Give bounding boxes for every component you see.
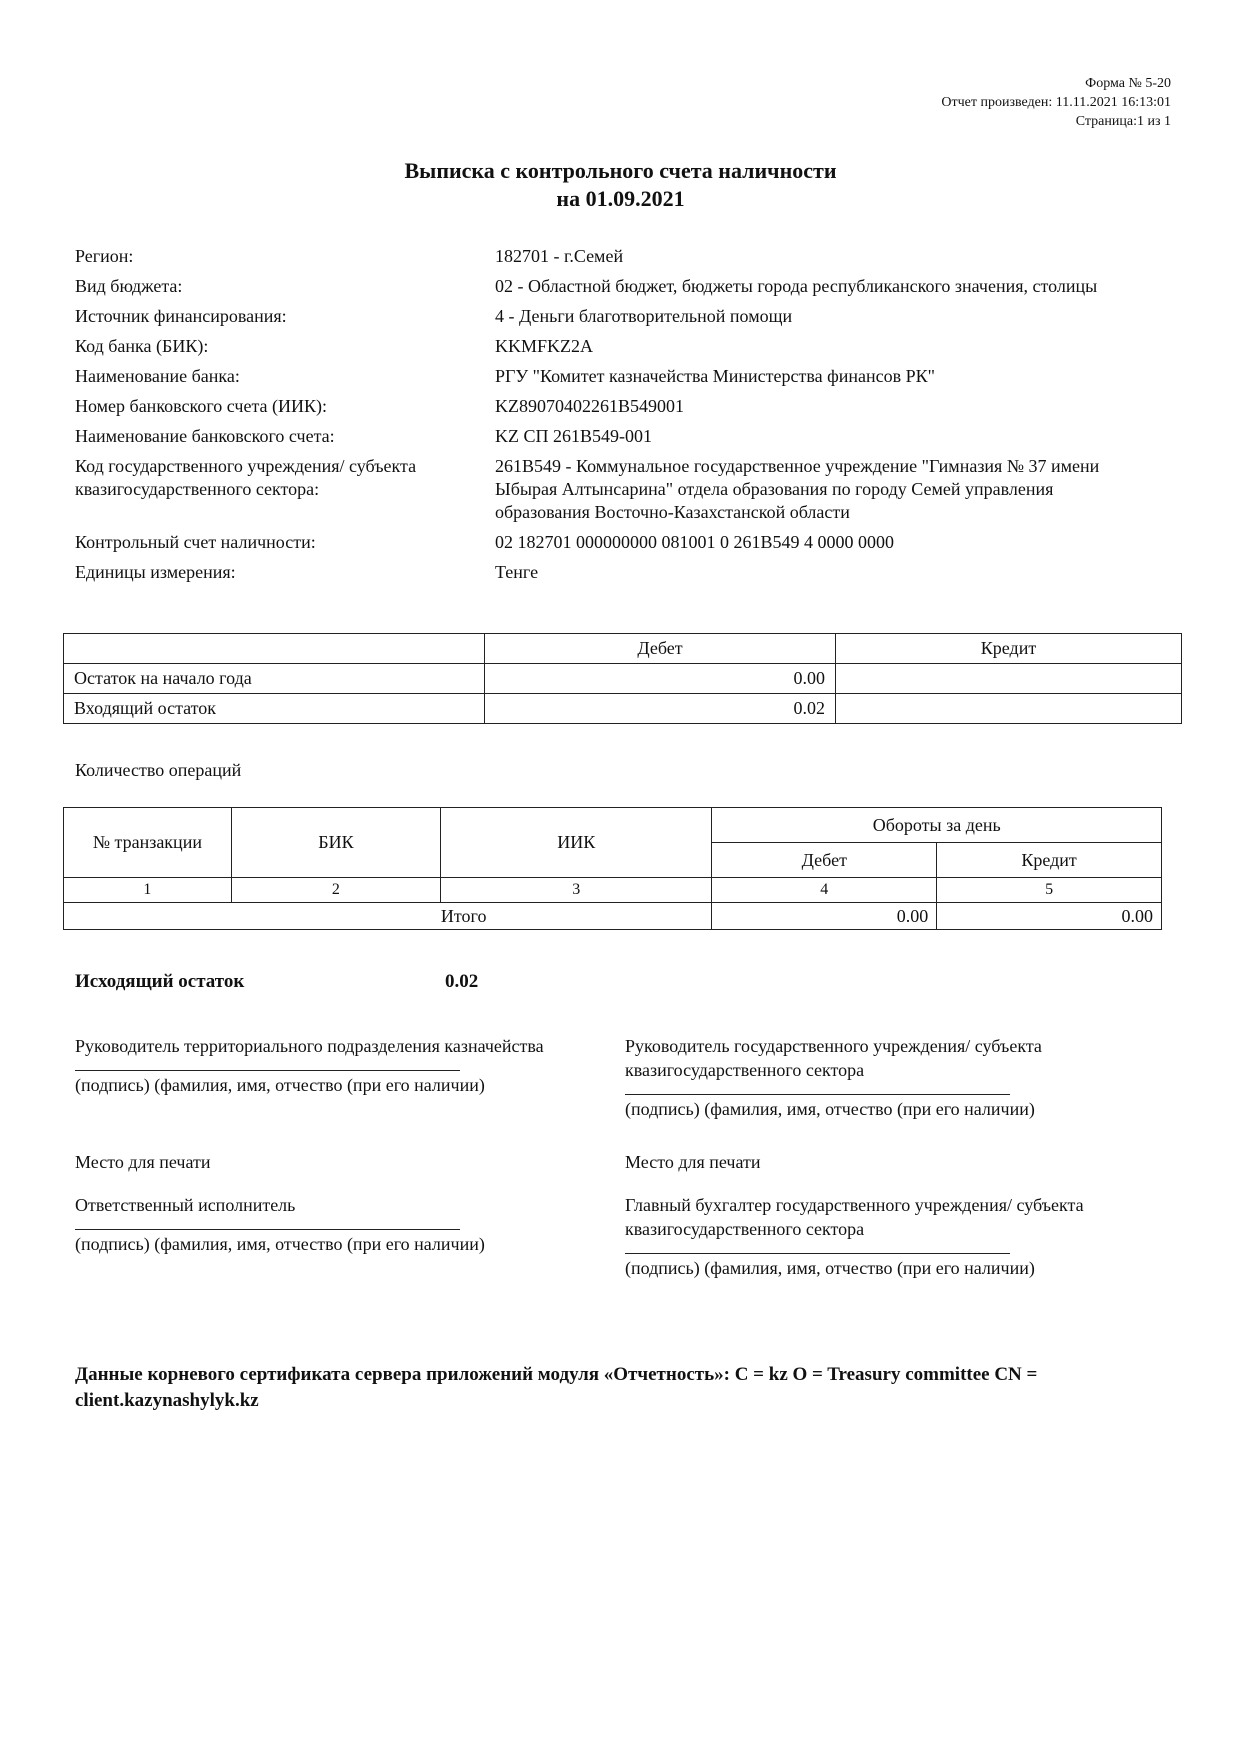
info-row-account-number xyxy=(75,395,1175,418)
stamp-place-left: Место для печати xyxy=(75,1152,211,1172)
document-title xyxy=(0,157,1241,213)
info-label: Вид бюджета: xyxy=(75,276,183,296)
form-number: Форма № 5-20 xyxy=(1085,76,1171,91)
title-line-2: на 01.09.2021 xyxy=(556,186,685,211)
signature-title: Ответственный исполнитель xyxy=(75,1195,296,1215)
col-credit: Кредит xyxy=(937,843,1162,878)
signature-caption: (подпись) (фамилия, имя, отчество (при его наличии) xyxy=(75,1075,485,1095)
signature-treasury-head xyxy=(75,1034,595,1097)
info-row-budget-type xyxy=(75,275,1175,298)
col-number: 5 xyxy=(937,878,1162,903)
info-label: Код банка (БИК): xyxy=(75,336,209,356)
operations-count-label: Количество операций xyxy=(75,760,242,780)
info-value: 261B549 - Коммунальное государственное учреждение "Гимназия № 37 имени Ыбырая Алтынсарина" отдела образования по городу Семей управления образования Восточно-Казахстанской области xyxy=(495,456,1100,522)
closing-balance-value: 0.02 xyxy=(445,971,479,992)
info-row-units xyxy=(75,561,1175,584)
report-date: Отчет произведен: 11.11.2021 16:13:01 xyxy=(941,95,1171,110)
info-value: KZ СП 261B549-001 xyxy=(495,426,652,446)
info-value: KKMFKZ2A xyxy=(495,336,594,356)
info-value: 02 182701 000000000 081001 0 261B549 4 0000 0000 xyxy=(495,532,895,552)
info-value: РГУ "Комитет казначейства Министерства финансов РК" xyxy=(495,366,936,386)
balance-table xyxy=(63,633,1182,724)
balance-header-row xyxy=(64,634,1182,664)
info-label: Контрольный счет наличности: xyxy=(75,532,316,552)
info-label: Источник финансирования: xyxy=(75,306,287,326)
col-number: 3 xyxy=(441,878,712,903)
signature-chief-accountant xyxy=(625,1193,1145,1280)
balance-row-debit: 0.02 xyxy=(485,694,836,724)
col-number: 4 xyxy=(712,878,937,903)
balance-row-credit xyxy=(836,694,1182,724)
certificate-info: Данные корневого сертификата сервера приложений модуля «Отчетность»: C = kz O = Treasury committee CN = client.kazynashylyk.kz xyxy=(75,1364,1038,1411)
signature-line xyxy=(75,1058,460,1071)
balance-row-debit: 0.00 xyxy=(485,664,836,694)
col-iik: ИИК xyxy=(441,808,712,878)
info-label: Номер банковского счета (ИИК): xyxy=(75,396,328,416)
info-row-bank-code xyxy=(75,335,1175,358)
info-value: 02 - Областной бюджет, бюджеты города республиканского значения, столицы xyxy=(495,276,1098,296)
signature-title: Руководитель государственного учреждения/ субъекта квазигосударственного сектора xyxy=(625,1036,1042,1080)
closing-balance xyxy=(75,971,479,993)
signature-line xyxy=(625,1082,1010,1095)
table-row xyxy=(64,664,1182,694)
page-number: Страница:1 из 1 xyxy=(1075,114,1171,129)
info-label: Наименование банка: xyxy=(75,366,240,386)
balance-row-label: Остаток на начало года xyxy=(64,664,485,694)
signature-title: Главный бухгалтер государственного учреждения/ субъекта квазигосударственного сектора xyxy=(625,1195,1084,1239)
table-row xyxy=(64,694,1182,724)
balance-header-empty xyxy=(64,634,485,664)
col-debit: Дебет xyxy=(712,843,937,878)
signature-institution-head xyxy=(625,1034,1145,1121)
info-value: 4 - Деньги благотворительной помощи xyxy=(495,306,793,326)
info-row-control-account xyxy=(75,531,1175,554)
balance-row-label: Входящий остаток xyxy=(64,694,485,724)
signature-title: Руководитель территориального подразделения казначейства xyxy=(75,1036,544,1056)
signature-caption: (подпись) (фамилия, имя, отчество (при его наличии) xyxy=(625,1099,1035,1119)
info-value: KZ89070402261B549001 xyxy=(495,396,684,416)
title-line-1: Выписка с контрольного счета наличности xyxy=(404,158,837,183)
info-label: Код государственного учреждения/ субъекта квазигосударственного сектора: xyxy=(75,456,417,499)
balance-header-debit: Дебет xyxy=(485,634,836,664)
info-value: 182701 - г.Семей xyxy=(495,246,624,266)
operations-number-row xyxy=(64,878,1162,903)
stamp-place-right: Место для печати xyxy=(625,1152,761,1172)
signature-executor xyxy=(75,1193,595,1256)
info-row-funding-source xyxy=(75,305,1175,328)
col-turnover: Обороты за день xyxy=(712,808,1162,843)
total-credit: 0.00 xyxy=(937,903,1162,930)
col-number: 1 xyxy=(64,878,232,903)
balance-header-credit: Кредит xyxy=(836,634,1182,664)
info-row-bank-name xyxy=(75,365,1175,388)
account-info xyxy=(75,245,1175,591)
signature-caption: (подпись) (фамилия, имя, отчество (при его наличии) xyxy=(625,1258,1035,1278)
operations-header-row xyxy=(64,808,1162,843)
col-bik: БИК xyxy=(231,808,440,878)
signature-caption: (подпись) (фамилия, имя, отчество (при его наличии) xyxy=(75,1234,485,1254)
info-label: Наименование банковского счета: xyxy=(75,426,335,446)
operations-table xyxy=(63,807,1162,930)
col-transaction: № транзакции xyxy=(64,808,232,878)
operations-total-row xyxy=(64,903,1162,930)
signature-line xyxy=(625,1241,1010,1254)
info-row-region xyxy=(75,245,1175,268)
closing-balance-label: Исходящий остаток xyxy=(75,971,245,992)
col-number: 2 xyxy=(231,878,440,903)
info-label: Единицы измерения: xyxy=(75,562,236,582)
report-header-meta xyxy=(941,74,1171,131)
total-debit: 0.00 xyxy=(712,903,937,930)
info-value: Тенге xyxy=(495,562,539,582)
balance-row-credit xyxy=(836,664,1182,694)
signature-line xyxy=(75,1217,460,1230)
info-label: Регион: xyxy=(75,246,134,266)
total-label: Итого xyxy=(64,903,712,930)
info-row-account-name xyxy=(75,425,1175,448)
info-row-institution-code xyxy=(75,455,1175,524)
